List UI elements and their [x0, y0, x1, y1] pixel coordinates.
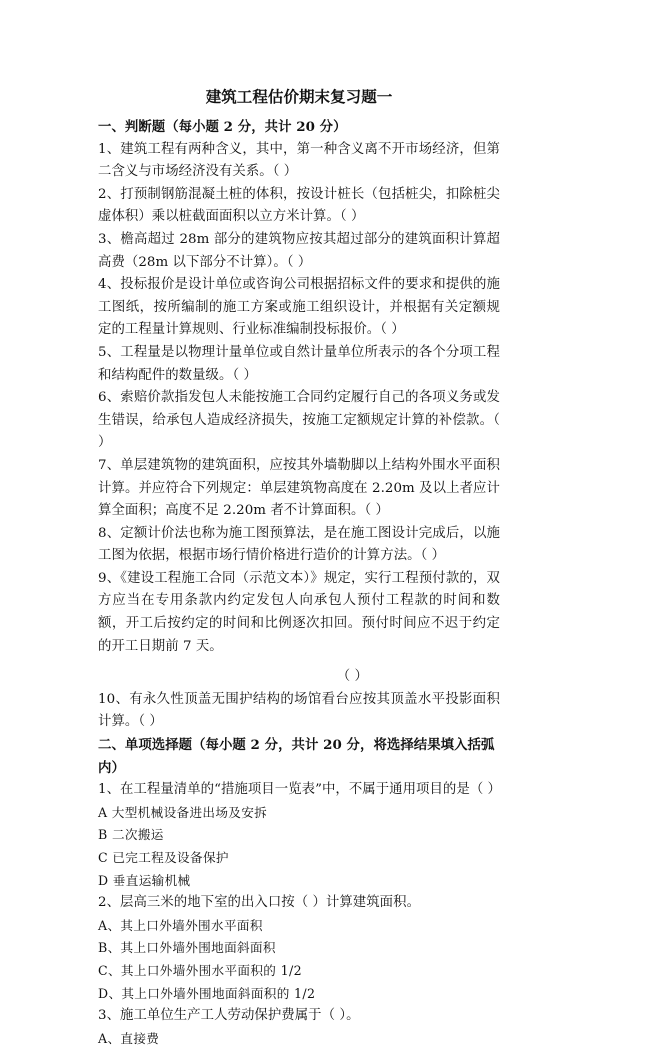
choice-question-3-option-a: A、直接费 [98, 1030, 160, 1046]
choice-question-2-option-b: B、其上口外墙外围地面斜面积 [98, 940, 276, 956]
choice-question-1-option-a: A 大型机械设备进出场及安拆 [98, 804, 268, 820]
judgment-question-3: 3、檐高超过 28m 部分的建筑物应按其超过部分的建筑面积计算超高费（28m 以下部分不计算）。（ ） [98, 231, 500, 270]
judgment-question-8: 8、定额计价法也称为施工图预算法，是在施工图设计完成后，以施工图为依据，根据市场行情价格进行造价的计算方法。（ ） [98, 525, 500, 564]
choice-question-1-stem: 1、在工程量清单的“措施项目一览表”中，不属于通用项目的是（ ） [98, 782, 502, 798]
section-2-heading: 二、单项选择题（每小题 2 分，共计 20 分，将选择结果填入括弧内） [98, 737, 495, 776]
choice-question-1-option-b: B 二次搬运 [98, 827, 164, 843]
judgment-question-6: 6、索赔价款指发包人未能按施工合同约定履行自己的各项义务或发生错误，给承包人造成经济损失，按施工定额规定计算的补偿款。（ ） [98, 390, 500, 451]
judgment-question-9-blank: （ ） [336, 669, 368, 685]
judgment-question-5: 5、工程量是以物理计量单位或自然计量单位所表示的各个分项工程和结构配件的数量级。（ ） [98, 344, 500, 383]
choice-question-2-option-c: C、其上口外墙外围水平面积的 1/2 [98, 962, 302, 978]
choice-question-3-stem: 3、施工单位生产工人劳动保护费属于（ ）。 [98, 1008, 360, 1024]
judgment-question-9: 9、《建设工程施工合同（示范文本）》规定，实行工程预付款的，双方应当在专用条款内约定发包人向承包人预付工程款的时间和数额，开工后按约定的时间和比例逐次扣回。预付时间应不迟于约定的开工日期前 7 天。 [98, 570, 500, 654]
choice-question-2-option-a: A、其上口外墙外围水平面积 [98, 917, 263, 933]
judgment-question-7: 7、单层建筑物的建筑面积，应按其外墙勒脚以上结构外围水平面积计算。并应符合下列规定：单层建筑物高度在 2.20m 及以上者应计算全面积；高度不足 2.20m 者不计算面积。（ ） [98, 457, 500, 519]
choice-question-2-option-d: D、其上口外墙外围地面斜面积的 1/2 [98, 985, 316, 1001]
document-title: 建筑工程估价期末复习题一 [205, 87, 393, 106]
choice-question-1-option-c: C 已完工程及设备保护 [98, 850, 229, 865]
judgment-question-2: 2、打预制钢筋混凝土桩的体积，按设计桩长（包括桩尖，扣除桩尖虚体积）乘以桩截面面积以立方米计算。（ ） [98, 186, 500, 225]
judgment-question-1: 1、建筑工程有两种含义，其中，第一种含义离不开市场经济，但第二含义与市场经济没有关系。（ ） [98, 141, 500, 180]
section-1-heading: 一、判断题（每小题 2 分，共计 20 分） [98, 119, 347, 135]
choice-question-2-stem: 2、层高三米的地下室的出入口按（ ）计算建筑面积。 [98, 895, 421, 911]
choice-question-1-option-d: D 垂直运输机械 [98, 872, 191, 888]
judgment-question-10: 10、有永久性顶盖无围护结构的场馆看台应按其顶盖水平投影面积计算。（ ） [98, 691, 500, 730]
judgment-question-4: 4、投标报价是设计单位或咨询公司根据招标文件的要求和提供的施工图纸，按所编制的施工方案或施工组织设计，并根据有关定额规定的工程量计算规则、行业标准编制投标报价。（ ） [98, 277, 500, 338]
document-content [98, 86, 500, 1050]
